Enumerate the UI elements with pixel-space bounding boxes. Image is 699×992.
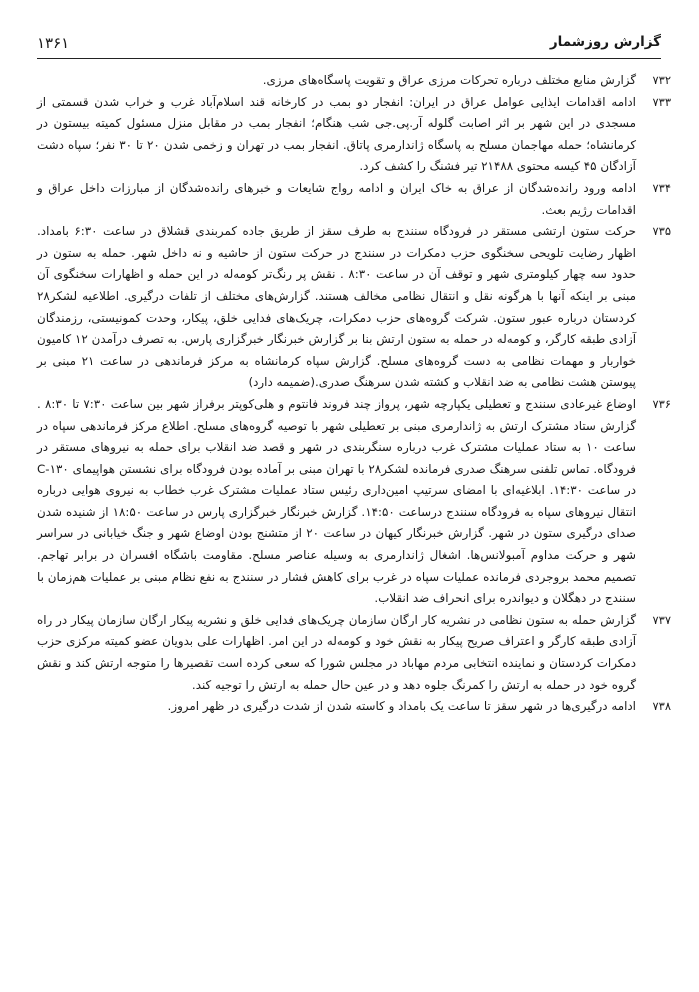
entry-number: ۷۳۷ [652,612,671,627]
entry-number: ۷۳۲ [652,73,671,87]
entry-number: ۷۳۸ [652,699,671,714]
entry-736 [37,394,671,610]
entry-732 [37,70,671,92]
page-header [37,30,661,59]
running-title: گزارش روزشمار [549,34,661,50]
entry-number: ۷۳۳ [652,94,671,109]
entry-735 [37,221,671,394]
entry-text: گزارش منابع مختلف درباره تحرکات مرزی عراق و تقویت پاسگاه‌های مرزی. [262,73,636,87]
entry-number: ۷۳۴ [652,180,671,195]
entry-738 [37,696,671,718]
entry-733 [37,92,671,178]
page-number: ۱۳۶۱ [37,34,70,52]
chronology-entries [37,70,671,718]
entry-734 [37,178,671,221]
entry-number: ۷۳۶ [652,396,671,411]
entry-text: گزارش حمله به ستون نظامی در نشریه کار ارگان سازمان چریک‌های فدایی خلق و نشریه پیکار ارگان سازمان پیکار در راه آزادی طبقه کارگر و اعتراف صریح پیکار به نقش خود و کومه‌له در این امر. اظهارات علی بدویان عضو کمیته مرکزی حزب دمکرات کردستان و نماینده انتخابی مردم مهاباد در مجلس شورا که سعی کرده است تقصیرها را متوجه ارتش کند و نقش گروه خود در حمله به ارتش را کمرنگ جلوه دهد و در عین حال حمله به ارتش را توجیه کند. [37,612,636,692]
entry-text: ادامه اقدامات ایذایی عوامل عراق در ایران: انفجار دو بمب در کارخانه قند اسلام‌آباد غرب و خراب شدن قسمتی از مسجدی در این شهر بر اثر اصابت گلوله آر.پی.جی شب هنگام؛ انفجار بمب در مقابل منزل مسئول کمیته بیستون در کرمانشاه؛ حمله مهاجمان مسلح به پاسگاه ژاندارمری پاتاق. انفجار بمب در تهران و زخمی شدن ۲۰ تا ۳۰ نفر؛ سپاه دشت آزادگان ۴۵ کیسه محتوی ۲۱۴۸۸ تیر فشنگ را کشف کرد. [37,94,636,174]
entry-737 [37,610,671,696]
entry-text: ادامه درگیری‌ها در شهر سقز تا ساعت یک بامداد و کاسته شدن از شدت درگیری در ظهر امروز. [167,699,636,714]
entry-number: ۷۳۵ [652,224,671,239]
entry-text: ادامه ورود رانده‌شدگان از عراق به خاک ایران و ادامه رواج شایعات و خبرهای رانده‌شدگان از مبارزات داخل عراق و اقدامات رژیم بعث. [37,180,636,217]
entry-text: حرکت ستون ارتشی مستقر در فرودگاه سنندج به طرف سقز از طریق جاده کمربندی قشلاق در ساعت ۶:۳۰ بامداد. اظهار رضایت تلویحی سخنگوی حزب دمکرات در سنندج در حرکت ستون از حاشیه و نه داخل شهر. حمله به ستون در حدود سه چهار کیلومتری شهر و توقف آن در ساعت ۸:۳۰ . نقش پر رنگ‌تر کومه‌له در این حمله و اظهارات سخنگوی آن مبنی بر اینکه آنها با هرگونه نقل و انتقال نظامی مخالف هستند. گزارش‌های مختلف از تلفات درگیری. اطلاعیه لشکر۲۸ کردستان درباره عبور ستون. شرکت گروه‌های حزب دمکرات، چریک‌های فدایی خلق، پیکار، وحدت کمونیستی، رزمندگان آزادی طبقه کارگر، و کومه‌له در حمله به ستون ارتش بنا بر گزارش خبرنگار خبرگزاری پارس. به تصرف درآمدن ۱۲ کامیون خواربار و مهمات نظامی به دست گروه‌های مسلح. گزارش سپاه کرمانشاه به مرکز فرماندهی در ساعت ۲۱ مبنی بر پیوستن هشت نظامی به ضد انقلاب و کشته شدن سرهنگ صدری.(ضمیمه دارد) [37,224,637,390]
entry-text: اوضاع غیرعادی سنندج و تعطیلی یکپارچه شهر، پرواز چند فروند فانتوم و هلی‌کوپتر برفراز شهر بین ساعت ۷:۳۰ تا ۸:۳۰ . گزارش ستاد مشترک ارتش به ژاندارمری مبنی بر تعطیلی شهر با توصیه گروه‌های مسلح. اطلاع مرکز فرماندهی سپاه در ساعت ۱۰ به ستاد عملیات مشترک غرب درباره سنگربندی در شهر و قصد ضد انقلاب برای حمله به نیروهای مستقر در فرودگاه. تماس تلفنی سرهنگ صدری فرمانده لشکر۲۸ با تهران مبنی بر آماده بودن فرودگاه برای نشستن هواپیمای C-۱۳۰ در ساعت ۱۴:۳۰. ابلاغیه‌ای با امضای سرتیپ امین‌داری رئیس ستاد عملیات مشترک غرب خطاب به نیروی هوایی درباره انتقال نیروهای سپاه به فرودگاه سنندج درساعت ۱۴:۵۰. گزارش خبرنگار خبرگزاری پارس در ساعت ۱۸:۵۰ از شنیده شدن صدای درگیری ستون در شهر. گزارش خبرنگار کیهان در ساعت ۲۰ از متشنج بودن اوضاع شهر و جنگ خیابانی در سراسر شهر و حرکت مداوم آمبولانس‌ها. اشغال ژاندارمری به وسیله عناصر مسلح. مقاومت باشگاه افسران در برابر تهاجم. تصمیم محمد بروجردی فرمانده عملیات سپاه در غرب برای کاهش فشار در سنندج به نفع نظام مبنی بر عملیات هم‌زمان با سنندج در دهگلان و دیواندره برای انحراف ضد انقلاب. [37,396,637,606]
